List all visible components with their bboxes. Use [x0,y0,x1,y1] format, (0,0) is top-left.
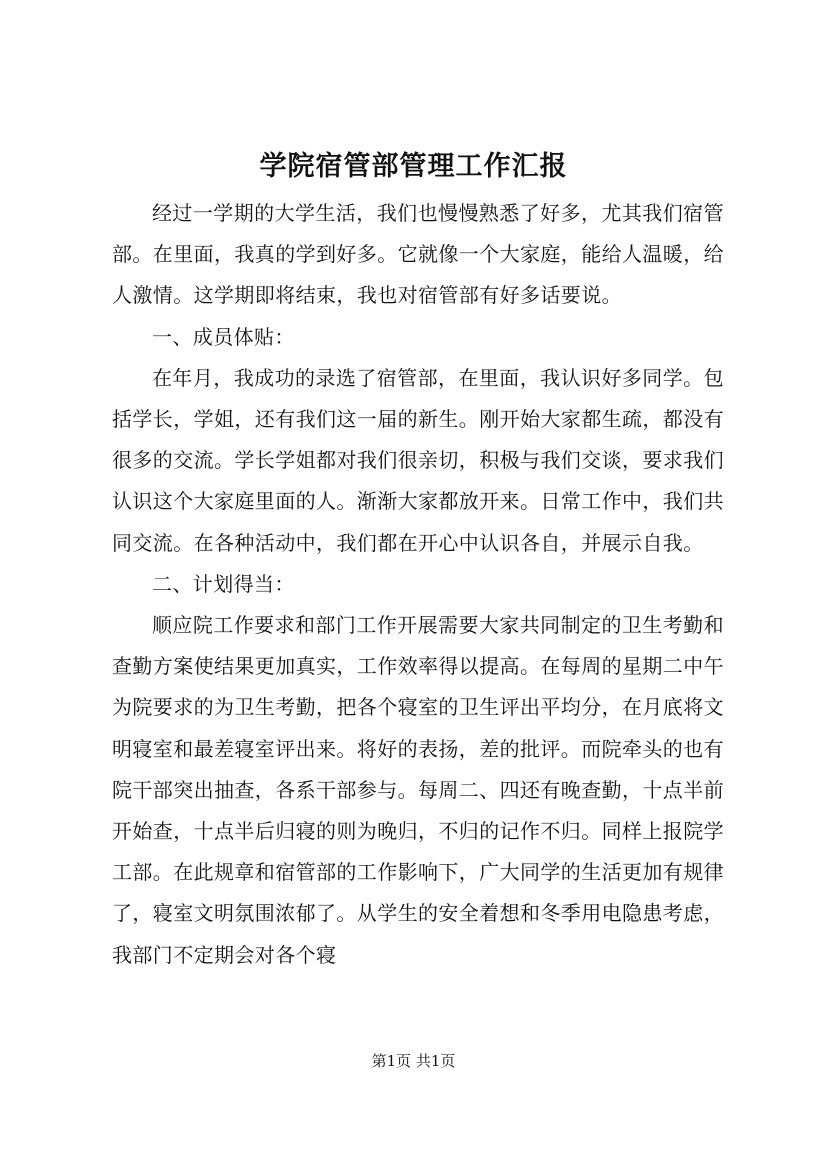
paragraph-members: 在年月，我成功的录选了宿管部，在里面，我认识好多同学。包括学长，学姐，还有我们这一届的新生。刚开始大家都生疏，都没有很多的交流。学长学姐都对我们很亲切，积极与我们交谈，要求我们认识这个大家庭里面的人。渐渐大家都放开来。日常工作中，我们共同交流。在各种活动中，我们都在开心中认识各自，并展示自我。 [112,365,724,555]
paragraph-intro: 经过一学期的大学生活，我们也慢慢熟悉了好多，尤其我们宿管部。在里面，我真的学到好多。它就像一个大家庭，能给人温暖，给人激情。这学期即将结束，我也对宿管部有好多话要说。 [112,201,724,308]
document-body [112,193,724,976]
section-heading-planning: 二、计划得当： [152,571,295,596]
page-footer: 第1页 共1页 [371,1052,456,1070]
document-title: 学院宿管部管理工作汇报 [259,151,568,182]
paragraph-planning: 顺应院工作要求和部门工作开展需要大家共同制定的卫生考勤和查勤方案使结果更加真实，工作效率得以提高。在每周的星期二中午为院要求的为卫生考勤，把各个寝室的卫生评出平均分，在月底将文明寝室和最差寝室评出来。将好的表扬，差的批评。而院牵头的也有院干部突出抽查，各系干部参与。每周二、四还有晚查勤，十点半前开始查，十点半后归寝的则为晚归，不归的记作不归。同样上报院学工部。在此规章和宿管部的工作影响下，广大同学的生活更加有规律了，寝室文明氛围浓郁了。从学生的安全着想和冬季用电隐患考虑，我部门不定期会对各个寝 [112,613,724,967]
section-heading-members: 一、成员体贴： [152,324,295,349]
